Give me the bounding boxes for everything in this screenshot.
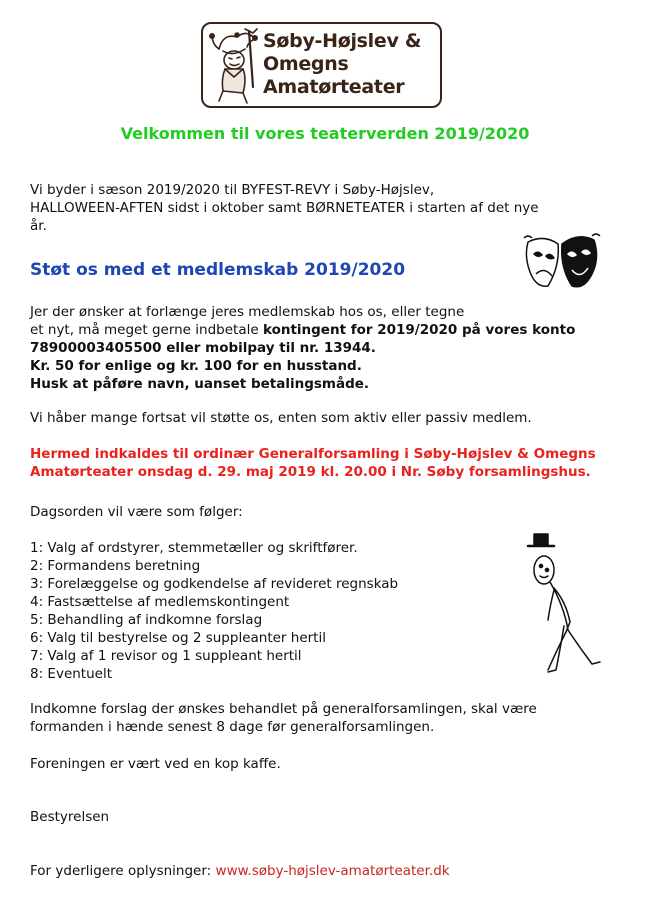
meeting-announcement xyxy=(30,445,596,481)
jester-icon xyxy=(209,27,263,105)
support-line: Vi håber mange fortsat vil støtte os, enten som aktiv eller passiv medlem. xyxy=(30,410,532,426)
logo-line-3: Amatørteater xyxy=(263,76,405,98)
membership-line-1: Jer der ønsker at forlænge jeres medlemskab hos os, eller tegne xyxy=(30,304,465,320)
footer xyxy=(30,862,450,880)
agenda-item: 6: Valg til bestyrelse og 2 suppleanter hertil xyxy=(30,630,326,646)
intro-line-3: år. xyxy=(30,218,47,234)
agenda-item: 1: Valg af ordstyrer, stemmetæller og skriftfører. xyxy=(30,540,358,556)
account-number-line: 78900003405500 eller mobilpay til nr. 13944. xyxy=(30,340,376,356)
membership-line-2-text: et nyt, må meget gerne indbetale xyxy=(30,322,263,338)
theater-masks-icon xyxy=(522,232,602,296)
membership-heading: Støt os med et medlemskab 2019/2020 xyxy=(30,260,406,280)
agenda-item: 8: Eventuelt xyxy=(30,666,113,682)
coffee-line: Foreningen er vært ved en kop kaffe. xyxy=(30,756,281,772)
announcement-line-1: Hermed indkaldes til ordinær Generalforsamling i Søby-Højslev & Omegns xyxy=(30,446,596,462)
footer-label: For yderligere oplysninger: xyxy=(30,863,216,879)
agenda-item: 5: Behandling af indkomne forslag xyxy=(30,612,263,628)
membership-line-2 xyxy=(30,321,575,339)
agenda-item: 3: Forelæggelse og godkendelse af revideret regnskab xyxy=(30,576,399,592)
intro-line-1: Vi byder i sæson 2019/2020 til BYFEST-REVY i Søby-Højslev, xyxy=(30,182,435,198)
signature: Bestyrelsen xyxy=(30,809,110,825)
agenda-list xyxy=(30,539,398,683)
stick-figure-icon xyxy=(520,526,610,676)
proposals-line-2: formanden i hænde senest 8 dage før generalforsamlingen. xyxy=(30,719,435,735)
agenda-intro: Dagsorden vil være som følger: xyxy=(30,504,243,520)
proposals-paragraph xyxy=(30,700,537,736)
announcement-line-2: Amatørteater onsdag d. 29. maj 2019 kl. 20.00 i Nr. Søby forsamlingshus. xyxy=(30,464,591,480)
agenda-item: 7: Valg af 1 revisor og 1 suppleant hertil xyxy=(30,648,302,664)
agenda-item: 2: Formandens beretning xyxy=(30,558,201,574)
website-link[interactable]: www.søby-højslev-amatørteater.dk xyxy=(215,863,450,879)
price-line: Kr. 50 for enlige og kr. 100 for en husstand. xyxy=(30,358,362,374)
intro-line-2: HALLOWEEN-AFTEN sidst i oktober samt BØRNETEATER i starten af det nye xyxy=(30,200,539,216)
reminder-line: Husk at påføre navn, uanset betalingsmåde. xyxy=(30,376,370,392)
membership-paragraph xyxy=(30,303,575,393)
agenda-item: 4: Fastsættelse af medlemskontingent xyxy=(30,594,290,610)
membership-line-2-bold: kontingent for 2019/2020 på vores konto xyxy=(262,322,576,338)
proposals-line-1: Indkomne forslag der ønskes behandlet på generalforsamlingen, skal være xyxy=(30,701,537,717)
page-title: Velkommen til vores teaterverden 2019/2020 xyxy=(120,124,530,143)
theater-logo xyxy=(201,22,442,108)
intro-paragraph xyxy=(30,181,539,235)
logo-line-2: Omegns xyxy=(263,53,349,75)
logo-line-1: Søby-Højslev & xyxy=(263,30,422,52)
